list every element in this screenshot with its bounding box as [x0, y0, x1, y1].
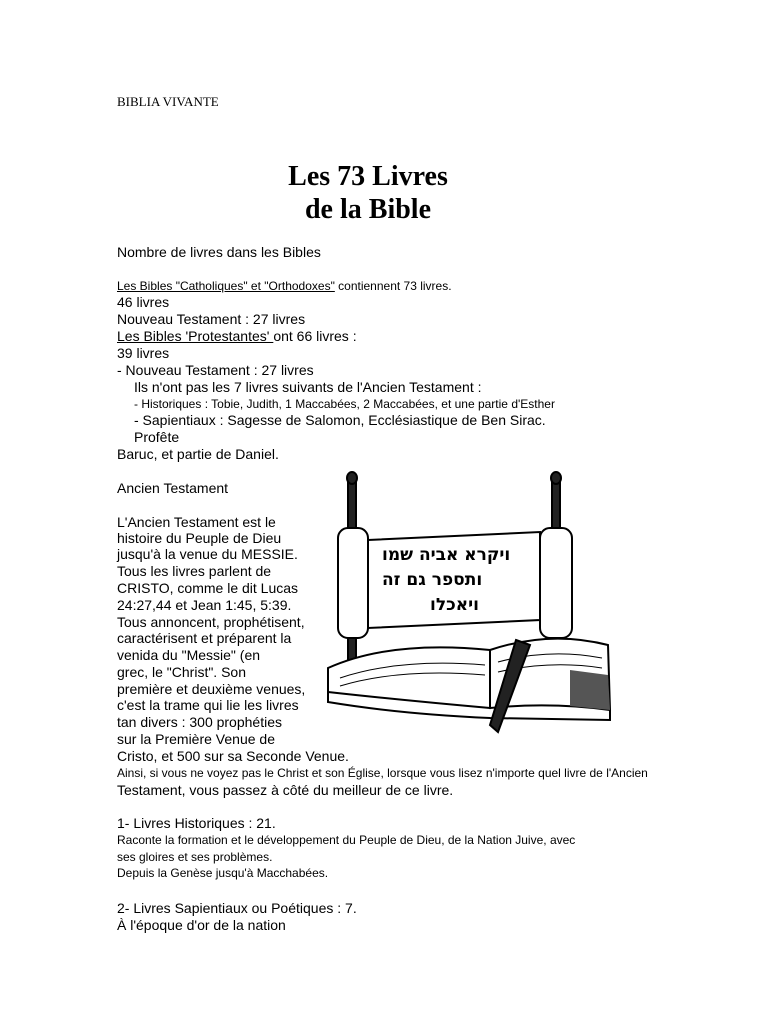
text-line: Nouveau Testament : 27 livres: [117, 311, 306, 327]
text-line: À l'époque d'or de la nation: [117, 917, 286, 933]
protestant-line: [117, 328, 357, 344]
catholic-count: contiennent 73 livres.: [334, 279, 452, 293]
text-line: Ils n'ont pas les 7 livres suivants de l'Ancien Testament :: [134, 379, 482, 395]
title-line-2: de la Bible: [304, 194, 431, 225]
text-line: caractérisent et préparent la: [117, 630, 292, 646]
text-line: grec, le "Christ". Son: [117, 664, 246, 680]
text-line: CRISTO, comme le dit Lucas: [117, 580, 299, 596]
protestant-count: ont 66 livres :: [273, 328, 357, 344]
text-line: Profête: [134, 429, 180, 445]
section-heading-old-testament: Ancien Testament: [117, 480, 229, 496]
text-line: tan divers : 300 prophéties: [117, 714, 282, 730]
text-line: 39 livres: [117, 345, 170, 361]
scroll-icon: [338, 472, 572, 660]
text-line: L'Ancien Testament est le: [117, 514, 276, 530]
text-line: - Nouveau Testament : 27 livres: [117, 362, 314, 378]
page-title: [0, 160, 736, 226]
header-label: BIBLIA VIVANTE: [117, 94, 219, 109]
text-line: histoire du Peuple de Dieu: [117, 530, 282, 546]
text-line: Cristo, et 500 sur sa Seconde Venue.: [117, 748, 349, 764]
catholic-line: [117, 277, 452, 294]
hebrew-line-3: ויאכלו: [430, 595, 479, 615]
section-heading-count: Nombre de livres dans les Bibles: [117, 244, 321, 260]
text-line: sur la Première Venue de: [117, 731, 275, 747]
text-line: 24:27,44 et Jean 1:45, 5:39.: [117, 597, 292, 613]
section-heading-historical: 1- Livres Historiques : 21.: [117, 815, 276, 831]
hebrew-line-2: ותספר גם זה: [382, 570, 483, 590]
text-line: Depuis la Genèse jusqu'à Macchabées.: [117, 866, 329, 880]
text-line: Tous annoncent, prophétisent,: [117, 614, 305, 630]
text-line: Tous les livres parlent de: [117, 563, 272, 579]
text-line: première et deuxième venues,: [117, 681, 306, 697]
text-line: - Sapientiaux : Sagesse de Salomon, Ecclésiastique de Ben Sirac.: [134, 412, 546, 428]
text-line: - Historiques : Tobie, Judith, 1 Maccabées, 2 Maccabées, et une partie d'Esther: [134, 397, 555, 411]
section-heading-wisdom: 2- Livres Sapientiaux ou Poétiques : 7.: [117, 900, 357, 916]
text-line: Raconte la formation et le développement du Peuple de Dieu, de la Nation Juive, avec: [117, 833, 576, 847]
text-line: Ainsi, si vous ne voyez pas le Christ et son Église, lorsque vous lisez n'importe quel livre de l'Ancien: [117, 766, 648, 780]
text-line: ses gloires et ses problèmes.: [117, 850, 273, 864]
scroll-and-book-illustration: [320, 470, 620, 740]
text-line: c'est la trame qui lie les livres: [117, 697, 299, 713]
text-line: 46 livres: [117, 294, 170, 310]
text-line: Testament, vous passez à côté du meilleur de ce livre.: [117, 782, 454, 798]
hebrew-line-1: ויקרא אביה שמו: [382, 545, 511, 565]
catholic-link[interactable]: Les Bibles "Catholiques" et "Orthodoxes": [117, 279, 335, 293]
open-book-icon: [328, 639, 610, 732]
text-line: Baruc, et partie de Daniel.: [117, 446, 279, 462]
text-line: venida du "Messie" (en: [117, 647, 261, 663]
title-line-1: Les 73 Livres: [288, 161, 448, 192]
protestant-link[interactable]: Les Bibles 'Protestantes': [117, 328, 274, 344]
text-line: jusqu'à la venue du MESSIE.: [117, 546, 298, 562]
